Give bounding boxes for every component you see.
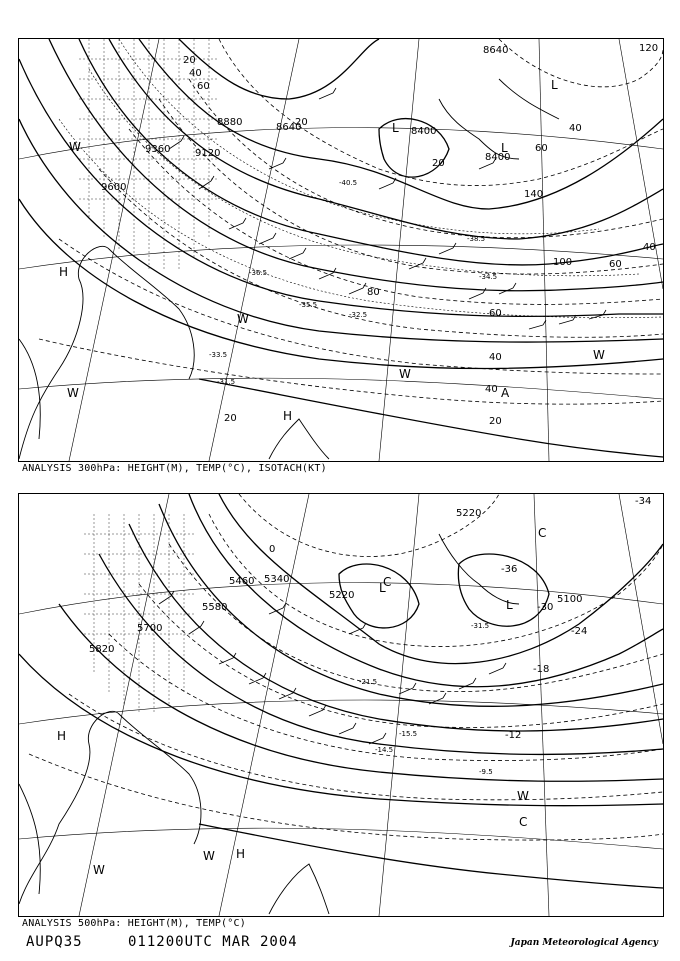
- low-center: L: [506, 598, 513, 612]
- height-label: 5220: [456, 508, 482, 519]
- low-center: L: [551, 78, 558, 92]
- isotach-label: 40: [489, 352, 502, 363]
- temp-label: -12: [505, 730, 522, 741]
- temp-label: -31.5: [217, 378, 236, 386]
- height-contours: [19, 39, 663, 457]
- warm-center: W: [93, 863, 105, 877]
- low-center: L: [501, 141, 508, 155]
- temp-label: -33.5: [209, 351, 228, 359]
- low-center: L: [392, 121, 399, 135]
- warm-center: W: [593, 348, 605, 362]
- height-label: 5220: [329, 590, 355, 601]
- isotach-label: 140: [524, 189, 544, 200]
- isotach-label: 40: [643, 242, 656, 253]
- low-center: L: [379, 581, 386, 595]
- height-label: 9600: [101, 182, 127, 193]
- temp-label: -14.5: [375, 746, 394, 754]
- temp-label: -21.5: [359, 678, 378, 686]
- height-label: 5820: [89, 644, 115, 655]
- cold-center: C: [519, 815, 528, 829]
- warm-center: W: [69, 140, 81, 154]
- map-500hpa: [18, 493, 664, 917]
- a-center: A: [501, 386, 510, 400]
- high-center: H: [236, 847, 246, 861]
- height-label: 5340: [264, 574, 290, 585]
- height-label: 9360: [145, 144, 171, 155]
- temp-label: -34.5: [479, 273, 498, 281]
- warm-center: W: [399, 367, 411, 381]
- isotach-label: 60: [489, 308, 502, 319]
- height-label: 8400: [411, 126, 437, 137]
- height-label: 5580: [202, 602, 228, 613]
- map-300hpa-canvas: [19, 39, 663, 461]
- isotach-label: 20: [432, 158, 445, 169]
- isotherm-contours: [59, 39, 663, 318]
- valid-time: 011200UTC MAR 2004: [128, 934, 298, 950]
- map-300hpa: [18, 38, 664, 462]
- isotach-label: 20: [183, 55, 196, 66]
- chart-caption-500hpa: ANALYSIS 500hPa: HEIGHT(M), TEMP(°C): [22, 918, 246, 929]
- isotach-label: 40: [485, 384, 498, 395]
- high-center: H: [283, 409, 293, 423]
- temp-label: -35.5: [299, 301, 318, 309]
- height-label: 8640: [483, 45, 509, 56]
- warm-center: W: [517, 789, 529, 803]
- high-center: H: [57, 729, 67, 743]
- temp-label: -15.5: [399, 730, 418, 738]
- cold-center: C: [538, 526, 547, 540]
- graticule: [19, 494, 663, 916]
- height-label: 8640: [276, 122, 302, 133]
- temp-label: -18: [533, 664, 550, 675]
- high-center: H: [59, 265, 69, 279]
- warm-center: W: [67, 386, 79, 400]
- temp-label: 0: [269, 544, 276, 555]
- map-500hpa-canvas: [19, 494, 663, 916]
- cold-center: C: [383, 575, 392, 589]
- height-label: 9120: [195, 148, 221, 159]
- isotach-label: 20: [224, 413, 237, 424]
- height-label: 8400: [485, 152, 511, 163]
- isotach-label: 40: [569, 123, 582, 134]
- temp-label: -9.5: [479, 768, 493, 776]
- wind-barbs: [159, 591, 506, 744]
- temp-label: -24: [571, 626, 588, 637]
- isotach-label: 20: [295, 117, 308, 128]
- isotach-label: 80: [367, 287, 380, 298]
- isotach-label: 40: [189, 68, 202, 79]
- agency-name: Japan Meteorological Agency: [510, 938, 658, 948]
- isotach-label: 60: [197, 81, 210, 92]
- warm-center: W: [237, 312, 249, 326]
- temp-label: -36: [501, 564, 518, 575]
- temp-label: -36.5: [249, 269, 268, 277]
- height-label: 5460: [229, 576, 255, 587]
- chart-id: AUPQ35: [26, 934, 83, 950]
- height-label: 8880: [217, 117, 243, 128]
- isotach-label: 120: [639, 43, 659, 54]
- isotach-label: 100: [553, 257, 573, 268]
- isotach-label: 60: [535, 143, 548, 154]
- isotach-contours: [39, 39, 663, 404]
- height-label: 5700: [137, 623, 163, 634]
- temp-label: -30: [537, 602, 554, 613]
- height-label: 5100: [557, 594, 583, 605]
- temp-label: -40.5: [339, 179, 358, 187]
- chart-caption-300hpa: ANALYSIS 300hPa: HEIGHT(M), TEMP(°C), ISOTACH(KT): [22, 463, 327, 474]
- temp-label: -31.5: [471, 622, 490, 630]
- isotach-label: 60: [609, 259, 622, 270]
- isotach-label: 20: [489, 416, 502, 427]
- temp-label: -32.5: [349, 311, 368, 319]
- temp-label: -34: [635, 496, 652, 507]
- temp-label: -38.5: [467, 235, 486, 243]
- warm-center: W: [203, 849, 215, 863]
